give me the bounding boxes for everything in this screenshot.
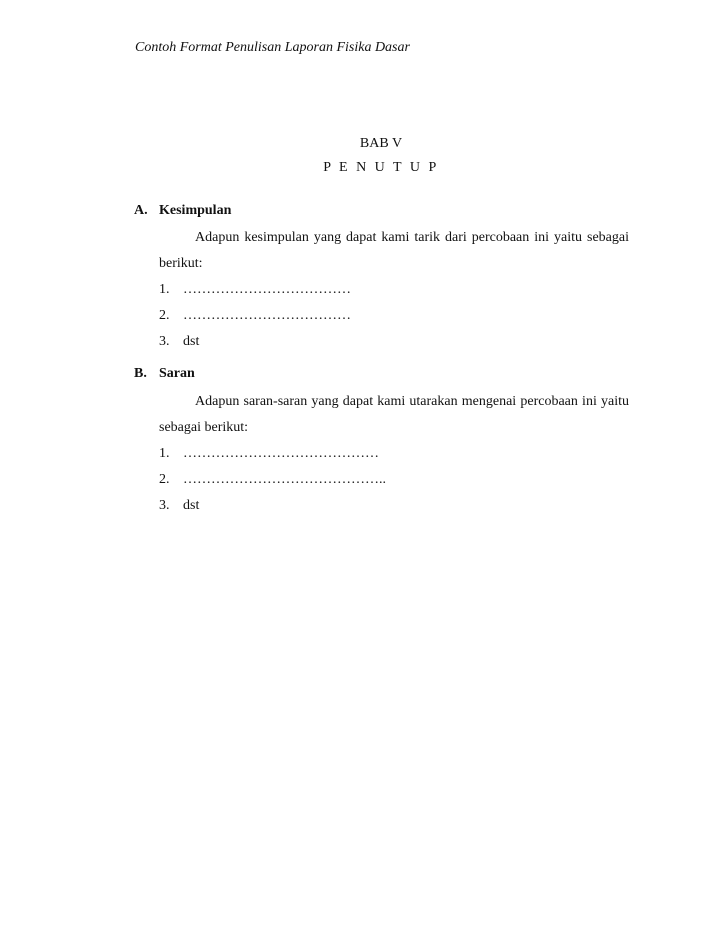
chapter-number: BAB V xyxy=(359,136,403,151)
list-item-text: dst xyxy=(183,334,200,349)
kesimpulan-paragraph: Adapun kesimpulan yang dapat kami tarik dari percobaan ini yaitu sebagai berikut: xyxy=(159,230,629,271)
running-header: Contoh Format Penulisan Laporan Fisika Dasar xyxy=(135,40,410,55)
list-item xyxy=(159,329,351,355)
list-item xyxy=(159,277,351,303)
section-letter: A. xyxy=(134,203,148,218)
list-item-number: 1. xyxy=(159,282,170,297)
list-item xyxy=(159,303,351,329)
list-item-text: …………………………………… xyxy=(183,446,379,461)
list-item-number: 3. xyxy=(159,498,170,513)
list-item-text: dst xyxy=(183,498,200,513)
section-heading-kesimpulan xyxy=(134,203,231,219)
list-item-text: ……………………………… xyxy=(183,282,351,297)
section-letter: B. xyxy=(134,366,147,381)
saran-paragraph: Adapun saran-saran yang dapat kami utarakan mengenai percobaan ini yaitu sebagai berikut: xyxy=(159,394,629,435)
section-heading-saran xyxy=(134,366,195,382)
list-item-text: ……………………………… xyxy=(183,308,351,323)
list-item-text: …………………………………….. xyxy=(183,472,386,487)
list-item xyxy=(159,493,386,519)
saran-list xyxy=(159,441,386,519)
section-title: Kesimpulan xyxy=(159,203,232,218)
list-item-number: 3. xyxy=(159,334,170,349)
kesimpulan-list xyxy=(159,277,351,355)
list-item xyxy=(159,467,386,493)
list-item-number: 1. xyxy=(159,446,170,461)
list-item-number: 2. xyxy=(159,308,170,323)
chapter-title: P E N U T U P xyxy=(323,160,439,175)
list-item xyxy=(159,441,386,467)
section-title: Saran xyxy=(159,366,195,381)
list-item-number: 2. xyxy=(159,472,170,487)
